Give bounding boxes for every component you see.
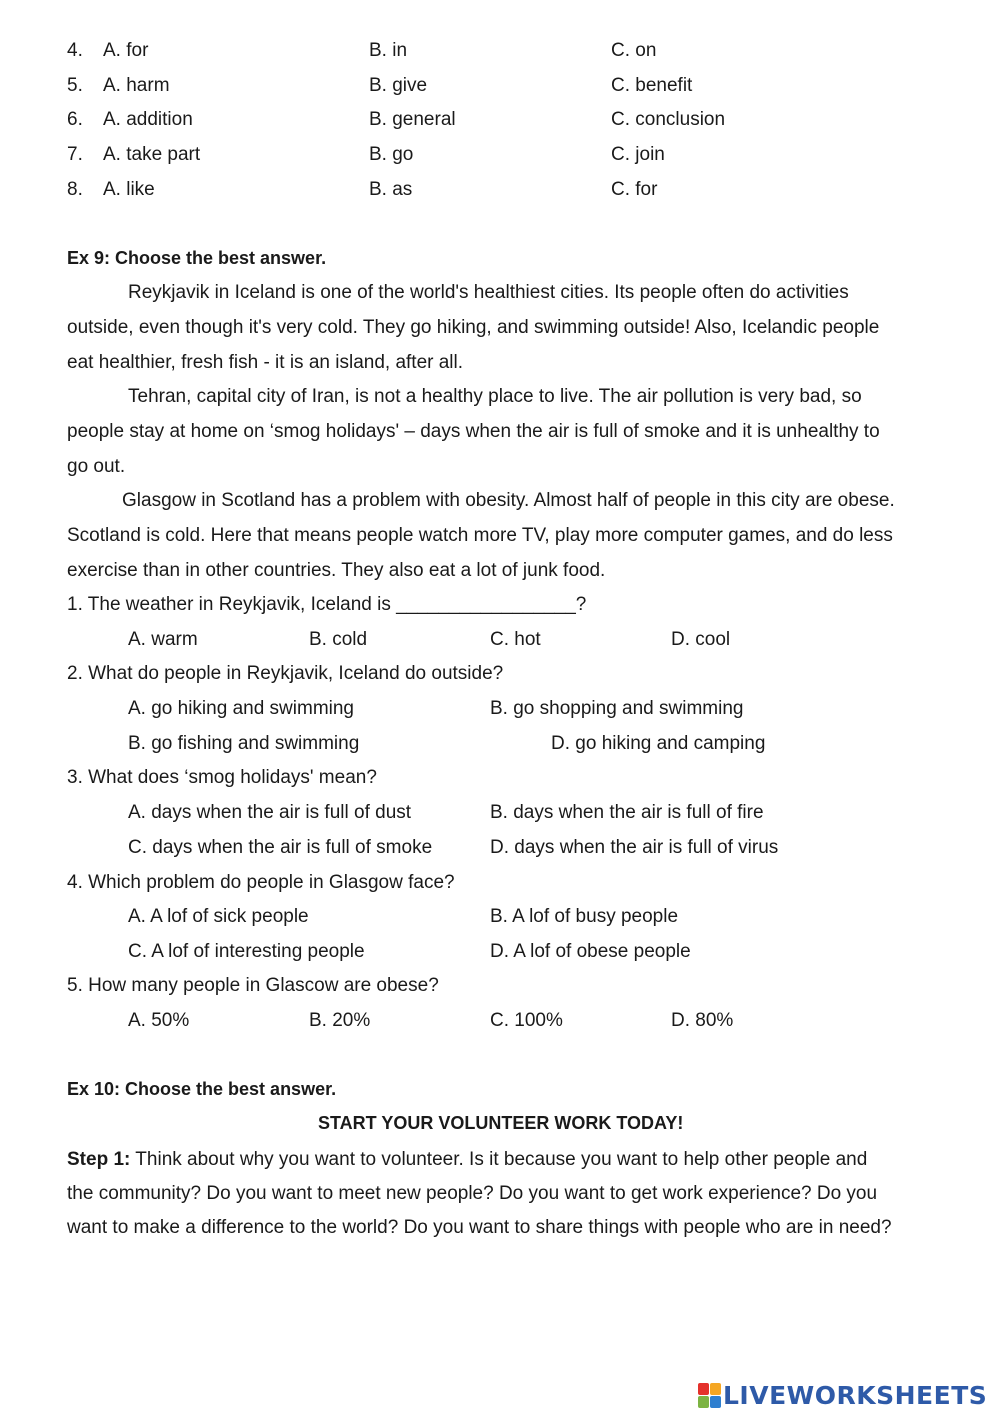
passage-line: Reykjavik in Iceland is one of the world's healthiest cities. Its people often do activities: [128, 282, 849, 303]
passage-line: Scotland is cold. Here that means people watch more TV, play more computer games, and do less: [67, 525, 893, 546]
q4-option-d[interactable]: D. A lof of obese people: [490, 941, 691, 962]
logo-text: LIVEWORKSHEETS: [723, 1380, 988, 1410]
q1-option-d[interactable]: D. cool: [671, 629, 731, 650]
q5-option-d[interactable]: D. 80%: [671, 1010, 734, 1031]
option-a[interactable]: A. harm: [103, 75, 170, 96]
option-c[interactable]: C. on: [611, 40, 657, 61]
question-5: 5. How many people in Glascow are obese?: [67, 975, 439, 996]
question-number: 4.: [67, 40, 83, 61]
q3-option-c[interactable]: C. days when the air is full of smoke: [128, 837, 433, 858]
option-c[interactable]: C. for: [611, 179, 658, 200]
step1-text: Think about why you want to volunteer. Is it because you want to help other people and: [130, 1149, 868, 1170]
q2-option-d[interactable]: D. go hiking and camping: [551, 733, 766, 754]
option-b[interactable]: B. go: [369, 144, 414, 165]
logo-square: [698, 1383, 709, 1395]
passage-line: Glasgow in Scotland has a problem with obesity. Almost half of people in this city are obese.: [122, 490, 895, 511]
q3-option-b[interactable]: B. days when the air is full of fire: [490, 802, 764, 823]
logo-square: [710, 1383, 721, 1395]
q3-option-d[interactable]: D. days when the air is full of virus: [490, 837, 779, 858]
option-c[interactable]: C. benefit: [611, 75, 693, 96]
option-a[interactable]: A. addition: [103, 109, 193, 130]
logo-square: [710, 1396, 721, 1408]
q4-option-a[interactable]: A. A lof of sick people: [128, 906, 309, 927]
q5-option-b[interactable]: B. 20%: [309, 1010, 371, 1031]
ex10-heading: Ex 10: Choose the best answer.: [67, 1079, 337, 1099]
q1-option-b[interactable]: B. cold: [309, 629, 368, 650]
option-c[interactable]: C. conclusion: [611, 109, 726, 130]
option-a[interactable]: A. take part: [103, 144, 201, 165]
passage-line: Tehran, capital city of Iran, is not a healthy place to live. The air pollution is very bad, so: [128, 386, 862, 407]
q1-option-a[interactable]: A. warm: [128, 629, 198, 650]
option-b[interactable]: B. give: [369, 75, 428, 96]
option-a[interactable]: A. like: [103, 179, 155, 200]
passage-line: exercise than in other countries. They also eat a lot of junk food.: [67, 560, 606, 581]
ex10-title: START YOUR VOLUNTEER WORK TODAY!: [318, 1113, 684, 1133]
q2-option-c[interactable]: B. go fishing and swimming: [128, 733, 360, 754]
q4-option-b[interactable]: B. A lof of busy people: [490, 906, 679, 927]
q2-option-a[interactable]: A. go hiking and swimming: [128, 698, 354, 719]
question-2: 2. What do people in Reykjavik, Iceland do outside?: [67, 663, 504, 684]
ex9-heading: Ex 9: Choose the best answer.: [67, 248, 327, 268]
option-a[interactable]: A. for: [103, 40, 149, 61]
question-4: 4. Which problem do people in Glasgow face?: [67, 872, 455, 893]
step1-line: [67, 1150, 867, 1169]
passage-line: eat healthier, fresh fish - it is an island, after all.: [67, 352, 464, 373]
question-number: 5.: [67, 75, 83, 96]
q4-option-c[interactable]: C. A lof of interesting people: [128, 941, 365, 962]
q1-option-c[interactable]: C. hot: [490, 629, 541, 650]
q5-option-a[interactable]: A. 50%: [128, 1010, 190, 1031]
question-number: 6.: [67, 109, 83, 130]
step1-label: Step 1:: [67, 1149, 131, 1170]
logo-square: [698, 1396, 709, 1408]
liveworksheets-logo: [698, 1378, 987, 1412]
q2-option-b[interactable]: B. go shopping and swimming: [490, 698, 744, 719]
option-b[interactable]: B. in: [369, 40, 408, 61]
passage-line: outside, even though it's very cold. They go hiking, and swimming outside! Also, Icelandic people: [67, 317, 880, 338]
step1-line: the community? Do you want to meet new people? Do you want to get work experience? Do you: [67, 1183, 878, 1204]
option-b[interactable]: B. general: [369, 109, 456, 130]
question-3: 3. What does ‘smog holidays' mean?: [67, 767, 377, 788]
logo-mark-icon: [698, 1383, 720, 1407]
q3-option-a[interactable]: A. days when the air is full of dust: [128, 802, 412, 823]
option-b[interactable]: B. as: [369, 179, 413, 200]
question-1: 1. The weather in Reykjavik, Iceland is _________________?: [67, 594, 587, 615]
step1-line: want to make a difference to the world? Do you want to share things with people who are in need?: [67, 1217, 892, 1238]
passage-line: go out.: [67, 456, 126, 477]
q5-option-c[interactable]: C. 100%: [490, 1010, 563, 1031]
option-c[interactable]: C. join: [611, 144, 665, 165]
passage-line: people stay at home on ‘smog holidays' – days when the air is full of smoke and it is unhealthy to: [67, 421, 880, 442]
question-number: 8.: [67, 179, 83, 200]
question-number: 7.: [67, 144, 83, 165]
